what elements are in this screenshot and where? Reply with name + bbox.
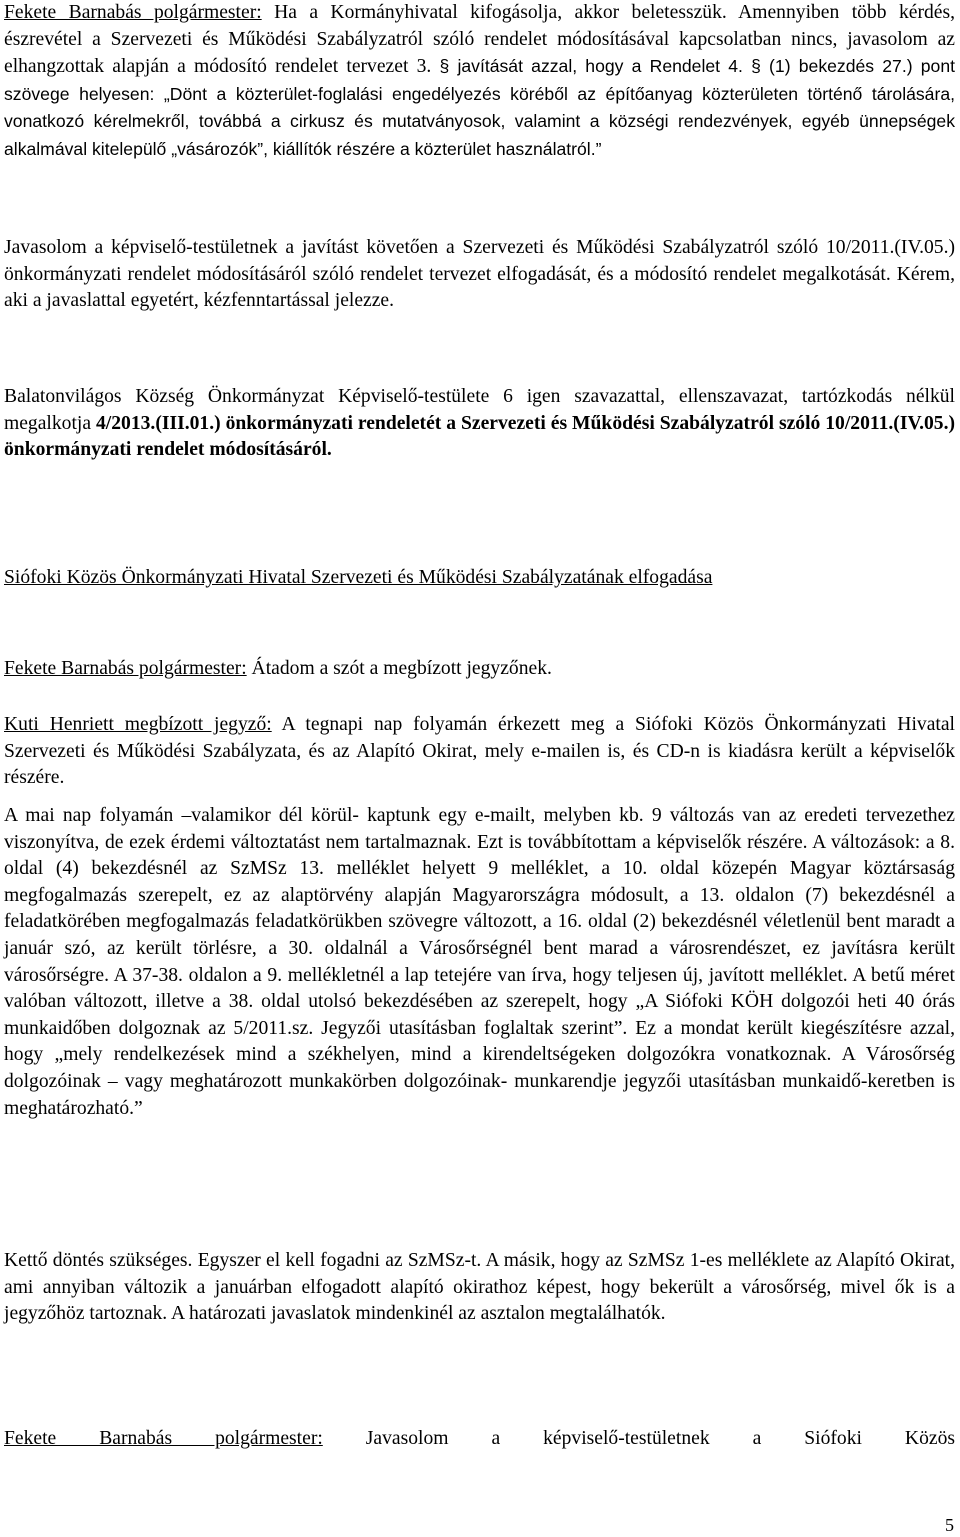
- paragraph-sans-text: ) pont szövege helyesen: „Dönt a közterület-foglalási engedélyezés köréből az építőanyag közterületen történő tárolására, vonatkozó kérelmekről, továbbá a cirkusz és mutatványosok, valamint a községi rendezvények, egyéb ünnepségek alkalmával kitelepülő „vásározók”, kiállítók részére a közterület használatról.”: [4, 56, 956, 159]
- paragraph-proposal: [4, 235, 955, 315]
- paragraph-text: A mai nap folyamán –valamikor dél körül- kaptunk egy e-mailt, melyben kb. 9 változás van az eredeti tervezethez viszonyítva, de ezek érdemi változtatást nem tartalmaznak. Ezt is továbbítottam a képviselők részére. A változások: a 8. oldal (4) bekezdésnél az SzMSz 13. melléklet helyett 9 melléklet, a 10. oldal közepén Magyar köztársaság megfogalmazás szerepelt, ez az alaptörvény alapján Magyarországra módosult, a 13. oldalon (7) bekezdésnél a feladatkörében megfogalmazás feladatkörükben szövegre változott, a 16. oldal (2) bekezdésnél véletlenül bent maradt a január szó, az került törlésre, a 30. oldalnál a Városőrségnél bent marad a városrendészet, ez javításra került városőrségre. A 37-38. oldalon a 9. mellékletnél a lap tetejére van írva, hogy teljesen új, javított melléklet. A betű méret valóban változott, illetve a 38. oldal utolsó bekezdésében az szerepelt, hogy „A Siófoki KÖH dolgozói heti 40 órás munkaidőben dolgoznak az 5/2011.sz. Jegyzői utasításban foglaltak szerint”. Ez a mondat került kiegészítésre azzal, hogy „mely rendelkezések mind a székhelyen, mind a kirendeltségeken dolgozókra vonatkoznak. A Városőrség dolgozóinak – vagy meghatározott munkakörben dolgozóinak- munkarendje jegyzői utasításban munkaidő-keretben is meghatározható.”: [4, 805, 955, 1119]
- paragraph-sans-text: § javítását azzal, hogy a Rendelet 4. § (1) bekezdés 27.: [439, 56, 907, 77]
- paragraph-text: A tegnapi nap folyamán érkezett meg a Siófoki Közös Önkormányzati Hivatal Szervezeti és Működési Szabályzata, és az Alapító Okirat, mely e-mailen is, és CD-n is kiadásra került a képviselők részére.: [4, 714, 955, 789]
- speaker-name: Fekete Barnabás polgármester:: [4, 1428, 323, 1449]
- paragraph-decisions-needed: [4, 1248, 955, 1328]
- paragraph-mayor-handover: [4, 656, 955, 683]
- speaker-name: Kuti Henriett megbízott jegyző:: [4, 714, 272, 735]
- speaker-name: Fekete Barnabás polgármester:: [4, 2, 262, 23]
- paragraph-changes: [4, 803, 955, 1122]
- paragraph-mayor-sms-modification: [4, 0, 955, 164]
- paragraph-decision: [4, 384, 955, 464]
- page-number: 5: [945, 1515, 954, 1535]
- paragraph-notary-intro: [4, 712, 955, 792]
- paragraph-text: Javasolom a képviselő-testületnek a javítást követően a Szervezeti és Működési Szabályzatról szóló 10/2011.(IV.05.) önkormányzati rendelet módosításáról szóló rendelet tervezet elfogadását, és a módosító rendelet megalkotását. Kérem, aki a javaslattal egyetért, kézfenntartással jelezze.: [4, 237, 955, 312]
- paragraph-text: Javasolom a képviselő-testületnek a Siófoki Közös: [322, 1428, 955, 1449]
- paragraph-text: Ha a Kormányhivatal kifogásolja, akkor beletesszük. Amennyiben több kérdés, észrevétel a Szervezeti és Működési Szabályzatról szóló rendelet módosításával kapcsolatban nincs, javasolom az elhangzottak alapján a módosító rendelet tervezet 3.: [4, 2, 955, 78]
- paragraph-text: Kettő döntés szükséges. Egyszer el kell fogadni az SzMSz-t. A másik, hogy az SzMSz 1-es melléklete az Alapító Okirat, ami annyiban változik a januárban elfogadott alapító okirathoz képest, hogy bekerült a városőrség, mivel ők is a jegyzőhöz tartoznak. A határozati javaslatok mindenkinél az asztalon megtalálhatók.: [4, 1250, 955, 1325]
- decision-bold-text: 4/2013.(III.01.) önkormányzati rendeletét a Szervezeti és Működési Szabályzatról szóló 10/2011.(IV.05.) önkormányzati rendelet módosításáról.: [4, 412, 955, 461]
- paragraph-mayor-proposal: [4, 1426, 955, 1453]
- paragraph-text: Átadom a szót a megbízott jegyzőnek.: [246, 658, 552, 679]
- paragraph-text: Balatonvilágos Község Önkormányzat Képviselő-testülete 6 igen szavazattal, ellenszavazat, tartózkodás nélkül megalkotja: [4, 386, 955, 434]
- section-heading: Siófoki Közös Önkormányzati Hivatal Szervezeti és Működési Szabályzatának elfogadása: [4, 567, 713, 588]
- speaker-name: Fekete Barnabás polgármester:: [4, 658, 247, 679]
